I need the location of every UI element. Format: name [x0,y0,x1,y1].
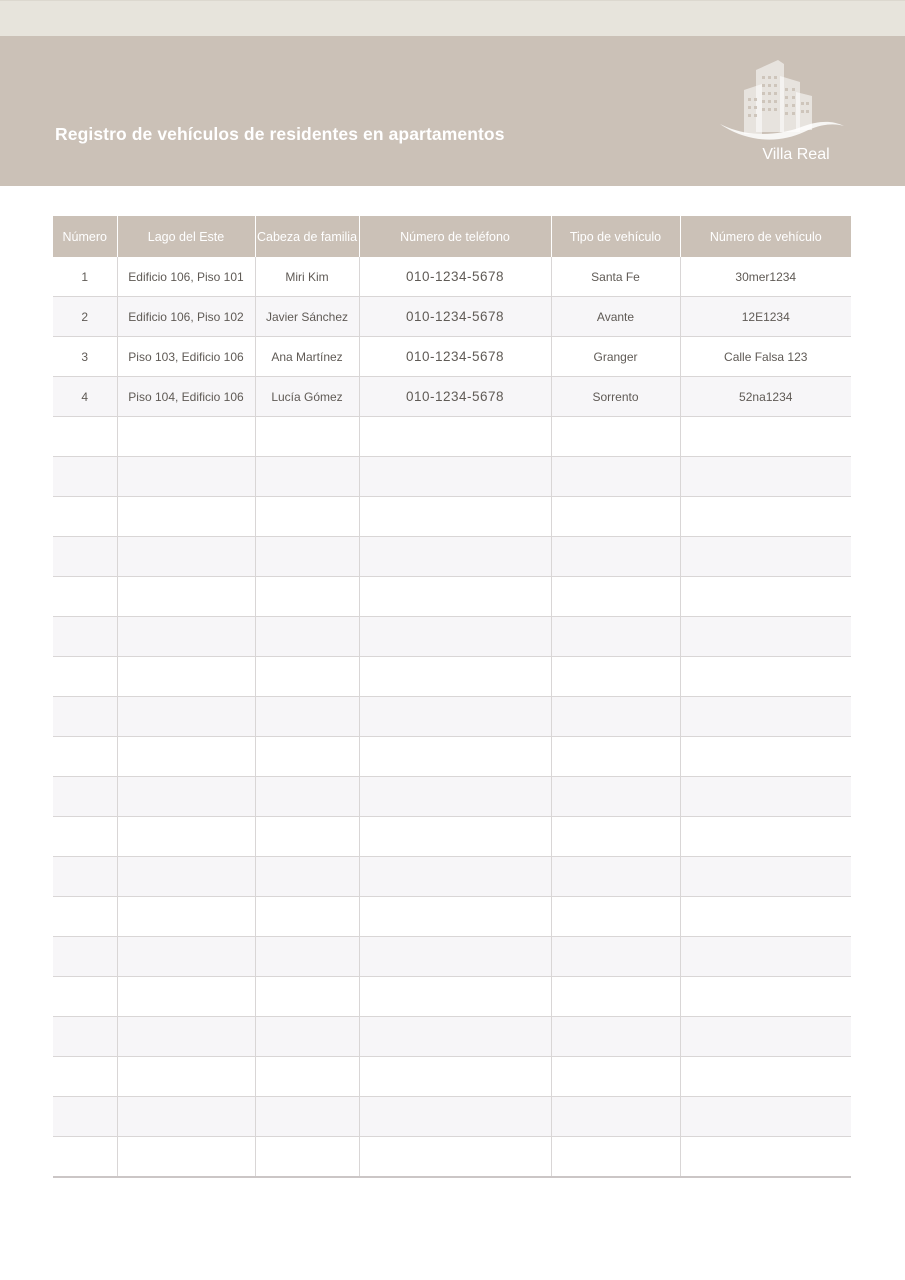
location-cell: Edificio 106, Piso 101 [117,257,255,297]
vehicle-number-cell [680,457,851,497]
header-cabeza-de-familia: Cabeza de familia [255,216,359,257]
head-of-family-cell [255,1057,359,1097]
vehicle-type-cell [551,1057,680,1097]
phone-cell [359,457,551,497]
location-cell [117,777,255,817]
vehicle-number-cell [680,1097,851,1137]
phone-cell [359,617,551,657]
head-of-family-cell [255,537,359,577]
phone-cell: 010-1234-5678 [359,337,551,377]
table-row [53,257,851,297]
head-of-family-cell: Javier Sánchez [255,297,359,337]
row-number-cell [53,497,117,537]
vehicle-number-cell [680,777,851,817]
vehicle-number-cell [680,577,851,617]
row-number-cell [53,697,117,737]
vehicle-type-cell [551,1137,680,1178]
vehicle-number-cell [680,977,851,1017]
vehicle-type-cell: Avante [551,297,680,337]
villa-real-logo [718,56,848,172]
phone-cell [359,817,551,857]
phone-cell [359,417,551,457]
vehicle-type-cell [551,777,680,817]
row-number-cell [53,977,117,1017]
phone-cell [359,1137,551,1178]
head-of-family-cell [255,1097,359,1137]
location-cell [117,857,255,897]
table-row [53,897,851,937]
head-of-family-cell: Lucía Gómez [255,377,359,417]
vehicle-number-cell: Calle Falsa 123 [680,337,851,377]
location-cell [117,737,255,777]
phone-cell [359,777,551,817]
vehicle-type-cell: Santa Fe [551,257,680,297]
vehicle-number-cell [680,737,851,777]
phone-cell [359,497,551,537]
head-of-family-cell [255,457,359,497]
table-row [53,297,851,337]
phone-cell [359,897,551,937]
row-number-cell [53,897,117,937]
row-number-cell [53,577,117,617]
phone-cell [359,697,551,737]
row-number-cell [53,737,117,777]
head-of-family-cell [255,417,359,457]
location-cell: Piso 104, Edificio 106 [117,377,255,417]
table-row [53,617,851,657]
row-number-cell [53,457,117,497]
row-number-cell [53,1017,117,1057]
location-cell [117,937,255,977]
vehicle-type-cell [551,577,680,617]
header-numero-de-vehiculo: Número de vehículo [680,216,851,257]
phone-cell: 010-1234-5678 [359,257,551,297]
table-row [53,337,851,377]
vehicle-number-cell [680,1017,851,1057]
table-row [53,1057,851,1097]
location-cell [117,1057,255,1097]
location-cell [117,617,255,657]
head-of-family-cell: Ana Martínez [255,337,359,377]
table-row [53,1137,851,1178]
row-number-cell [53,1137,117,1178]
vehicle-registry-table [53,216,851,1178]
vehicle-type-cell: Sorrento [551,377,680,417]
table-row [53,817,851,857]
vehicle-number-cell [680,617,851,657]
vehicle-type-cell [551,457,680,497]
table-row [53,457,851,497]
head-of-family-cell [255,857,359,897]
header-numero-de-telefono: Número de teléfono [359,216,551,257]
vehicle-number-cell [680,537,851,577]
vehicle-number-cell: 52na1234 [680,377,851,417]
vehicle-type-cell [551,497,680,537]
vehicle-type-cell [551,737,680,777]
phone-cell [359,1057,551,1097]
table-row [53,937,851,977]
head-of-family-cell [255,657,359,697]
table-row [53,977,851,1017]
row-number-cell [53,417,117,457]
vehicle-number-cell [680,897,851,937]
phone-cell [359,977,551,1017]
location-cell [117,1137,255,1178]
vehicle-type-cell [551,817,680,857]
header-lago-del-este: Lago del Este [117,216,255,257]
location-cell [117,697,255,737]
row-number-cell [53,657,117,697]
row-number-cell: 2 [53,297,117,337]
head-of-family-cell [255,497,359,537]
phone-cell [359,857,551,897]
vehicle-type-cell [551,617,680,657]
location-cell [117,497,255,537]
vehicle-type-cell [551,537,680,577]
vehicle-number-cell [680,697,851,737]
table-row [53,377,851,417]
table-row [53,737,851,777]
location-cell [117,417,255,457]
row-number-cell: 3 [53,337,117,377]
vehicle-number-cell [680,937,851,977]
row-number-cell [53,937,117,977]
location-cell [117,817,255,857]
table-row [53,577,851,617]
phone-cell [359,537,551,577]
row-number-cell [53,817,117,857]
phone-cell [359,737,551,777]
head-of-family-cell [255,737,359,777]
row-number-cell [53,857,117,897]
head-of-family-cell [255,937,359,977]
head-of-family-cell [255,1017,359,1057]
vehicle-type-cell [551,1097,680,1137]
location-cell [117,577,255,617]
phone-cell: 010-1234-5678 [359,297,551,337]
head-of-family-cell [255,577,359,617]
logo-text: Villa Real [762,146,830,163]
table-row [53,497,851,537]
row-number-cell [53,777,117,817]
vehicle-type-cell [551,657,680,697]
location-cell [117,657,255,697]
location-cell [117,897,255,937]
header-numero: Número [53,216,117,257]
vehicle-number-cell [680,817,851,857]
table-row [53,417,851,457]
table-row [53,657,851,697]
location-cell [117,537,255,577]
table-header-row [53,216,851,257]
header-tipo-de-vehiculo: Tipo de vehículo [551,216,680,257]
table-body [53,257,851,1177]
head-of-family-cell: Miri Kim [255,257,359,297]
phone-cell [359,657,551,697]
row-number-cell: 4 [53,377,117,417]
vehicle-type-cell [551,977,680,1017]
vehicle-type-cell [551,1017,680,1057]
head-of-family-cell [255,697,359,737]
table-row [53,697,851,737]
location-cell: Edificio 106, Piso 102 [117,297,255,337]
head-of-family-cell [255,1137,359,1178]
table-row [53,777,851,817]
vehicle-number-cell [680,857,851,897]
head-of-family-cell [255,817,359,857]
head-of-family-cell [255,617,359,657]
table-row [53,857,851,897]
table-row [53,1017,851,1057]
location-cell [117,1017,255,1057]
vehicle-type-cell [551,697,680,737]
row-number-cell [53,1097,117,1137]
head-of-family-cell [255,977,359,1017]
vehicle-type-cell [551,857,680,897]
phone-cell [359,1097,551,1137]
phone-cell [359,577,551,617]
vehicle-type-cell [551,897,680,937]
table-row [53,537,851,577]
vehicle-type-cell [551,417,680,457]
phone-cell [359,1017,551,1057]
vehicle-number-cell [680,1057,851,1097]
vehicle-number-cell: 12E1234 [680,297,851,337]
vehicle-number-cell [680,417,851,457]
row-number-cell [53,537,117,577]
head-of-family-cell [255,897,359,937]
location-cell [117,1097,255,1137]
vehicle-number-cell [680,497,851,537]
vehicle-type-cell: Granger [551,337,680,377]
document-title: Registro de vehículos de residentes en apartamentos [55,124,505,144]
location-cell [117,457,255,497]
building-icon [718,56,848,146]
top-band [0,0,905,36]
vehicle-type-cell [551,937,680,977]
head-of-family-cell [255,777,359,817]
location-cell: Piso 103, Edificio 106 [117,337,255,377]
row-number-cell [53,1057,117,1097]
table-row [53,1097,851,1137]
row-number-cell: 1 [53,257,117,297]
vehicle-number-cell [680,657,851,697]
vehicle-number-cell [680,1137,851,1178]
phone-cell [359,937,551,977]
row-number-cell [53,617,117,657]
vehicle-number-cell: 30mer1234 [680,257,851,297]
location-cell [117,977,255,1017]
phone-cell: 010-1234-5678 [359,377,551,417]
